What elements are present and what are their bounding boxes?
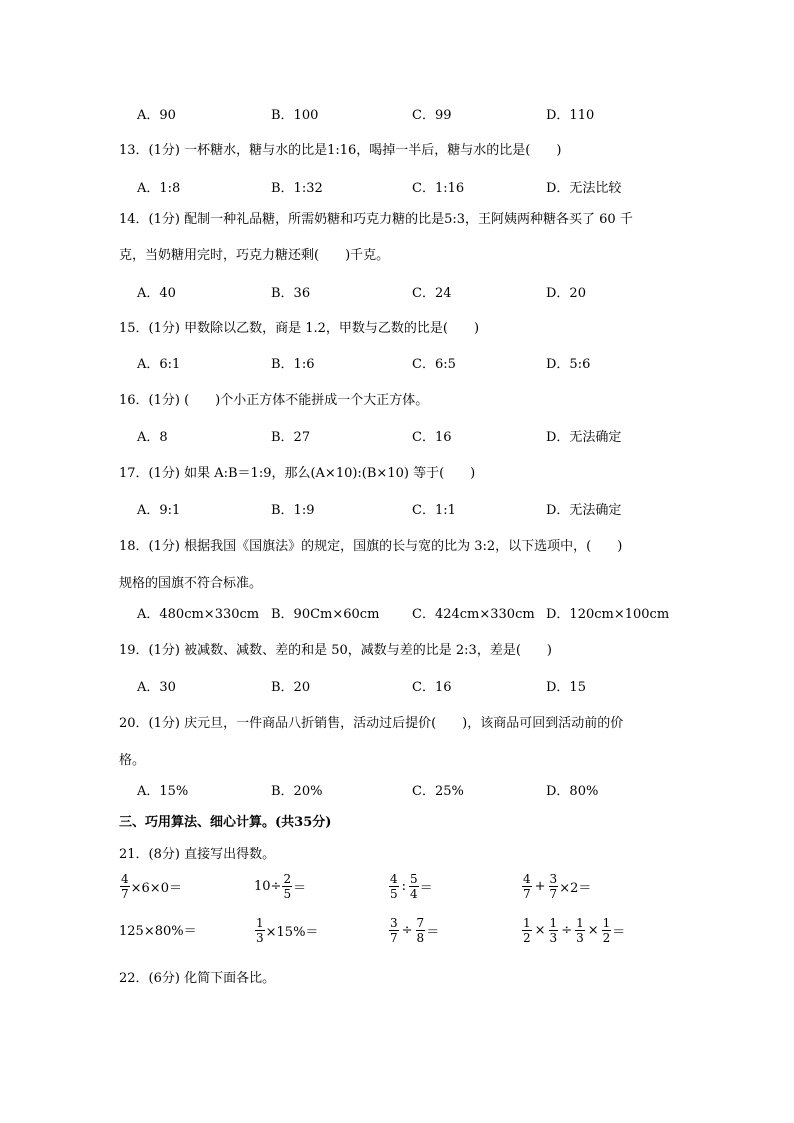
q18-options bbox=[137, 603, 777, 621]
q15-options bbox=[137, 353, 777, 371]
q18-stem-line1: 18．(1分) 根据我国《国旗法》的规定，国旗的长与宽的比为 3:2，以下选项中，( ) bbox=[119, 539, 623, 554]
q19-option-d[interactable]: D．15 bbox=[546, 680, 586, 695]
q19-options bbox=[137, 676, 777, 694]
q20-option-c[interactable]: C．25% bbox=[412, 784, 464, 799]
q20-stem-line1: 20．(1分) 庆元旦，一件商品八折销售，活动过后提价( )，该商品可回到活动前的价 bbox=[119, 716, 624, 731]
q17-option-c[interactable]: C．1:1 bbox=[412, 503, 456, 518]
q15-option-a[interactable]: A．6:1 bbox=[137, 357, 181, 372]
fraction: $\frac{1}{3}$ bbox=[549, 916, 558, 945]
q18-stem-line2: 规格的国旗不符合标准。 bbox=[119, 576, 263, 591]
q17-stem: 17．(1分) 如果 A:B＝1:9，那么(A×10):(B×10) 等于( ) bbox=[119, 466, 476, 481]
q21-expr-6: $\frac{1}{3}$ ×15%＝ bbox=[256, 916, 319, 945]
q12-options bbox=[137, 104, 777, 122]
section-3-title: 三、巧用算法、细心计算。(共35分) bbox=[119, 815, 332, 830]
fraction: $\frac{2}{5}$ bbox=[283, 872, 292, 901]
q12-option-c[interactable]: C．99 bbox=[412, 108, 452, 123]
fraction: $\frac{4}{7}$ bbox=[121, 872, 129, 901]
q13-option-a[interactable]: A．1:8 bbox=[137, 181, 181, 196]
q12-option-b[interactable]: B．100 bbox=[271, 108, 319, 123]
fraction: $\frac{4}{5}$ bbox=[390, 872, 398, 901]
q16-option-b[interactable]: B．27 bbox=[271, 430, 311, 445]
q20-stem-line2: 格。 bbox=[119, 753, 146, 768]
q14-option-c[interactable]: C．24 bbox=[412, 286, 452, 301]
q12-option-a[interactable]: A．90 bbox=[137, 108, 176, 123]
q15-stem: 15．(1分) 甲数除以乙数，商是 1.2，甲数与乙数的比是( ) bbox=[119, 321, 480, 336]
fraction: $\frac{1}{2}$ bbox=[523, 916, 531, 945]
q20-option-a[interactable]: A．15% bbox=[137, 784, 189, 799]
q21-expr-4: $\frac{4}{7}$ + $\frac{3}{7}$ ×2＝ bbox=[523, 872, 592, 901]
q15-option-d[interactable]: D．5:6 bbox=[546, 357, 591, 372]
q12-option-d[interactable]: D．110 bbox=[546, 108, 595, 123]
q13-stem: 13．(1分) 一杯糖水，糖与水的比是1:16，喝掉一半后，糖与水的比是( ) bbox=[119, 143, 562, 158]
q18-option-c[interactable]: C．424cm×330cm bbox=[412, 607, 535, 622]
q17-option-d[interactable]: D．无法确定 bbox=[546, 503, 622, 518]
q21-expr-8: $\frac{1}{2}$ × $\frac{1}{3}$ ÷ $\frac{1}{3}$ × $\frac{1}{2}$ ＝ bbox=[523, 916, 626, 945]
q19-option-b[interactable]: B．20 bbox=[271, 680, 311, 695]
q19-option-a[interactable]: A．30 bbox=[137, 680, 176, 695]
q14-options bbox=[137, 282, 777, 300]
q17-option-a[interactable]: A．9:1 bbox=[137, 503, 181, 518]
q19-stem: 19．(1分) 被减数、减数、差的和是 50，减数与差的比是 2:3，差是( ) bbox=[119, 643, 552, 658]
q13-option-b[interactable]: B．1:32 bbox=[271, 181, 323, 196]
q22-stem: 22．(6分) 化简下面各比。 bbox=[119, 971, 276, 986]
q16-option-c[interactable]: C．16 bbox=[412, 430, 452, 445]
fraction: $\frac{5}{4}$ bbox=[410, 872, 418, 901]
q16-option-d[interactable]: D．无法确定 bbox=[546, 430, 622, 445]
q20-option-b[interactable]: B．20% bbox=[271, 784, 323, 799]
fraction: $\frac{4}{7}$ bbox=[523, 872, 531, 901]
q18-option-b[interactable]: B．90Cm×60cm bbox=[271, 607, 380, 622]
q21-expr-2: 10÷ $\frac{2}{5}$ ＝ bbox=[254, 872, 307, 901]
q21-expr-3: $\frac{4}{5}$ : $\frac{5}{4}$ ＝ bbox=[390, 872, 433, 901]
fraction: $\frac{1}{3}$ bbox=[576, 916, 584, 945]
q18-option-d[interactable]: D．120cm×100cm bbox=[546, 607, 670, 622]
fraction: $\frac{7}{8}$ bbox=[416, 916, 425, 945]
q14-option-d[interactable]: D．20 bbox=[546, 286, 586, 301]
q16-stem: 16．(1分) ( )个小正方体不能拼成一个大正方体。 bbox=[119, 393, 429, 408]
q17-option-b[interactable]: B．1:9 bbox=[271, 503, 315, 518]
q15-option-c[interactable]: C．6:5 bbox=[412, 357, 456, 372]
q21-stem: 21．(8分) 直接写出得数。 bbox=[119, 847, 276, 862]
q16-options bbox=[137, 426, 777, 444]
fraction: $\frac{1}{3}$ bbox=[256, 916, 264, 945]
q21-expr-1: $\frac{4}{7}$ ×6×0＝ bbox=[121, 872, 182, 901]
q13-option-c[interactable]: C．1:16 bbox=[412, 181, 465, 196]
q17-options bbox=[137, 499, 777, 517]
q13-options bbox=[137, 177, 777, 195]
q14-option-b[interactable]: B．36 bbox=[271, 286, 311, 301]
q16-option-a[interactable]: A．8 bbox=[137, 430, 168, 445]
q18-option-a[interactable]: A．480cm×330cm bbox=[137, 607, 260, 622]
q20-options bbox=[137, 780, 777, 798]
q14-stem-line2: 克，当奶糖用完时，巧克力糖还剩( )千克。 bbox=[119, 248, 390, 263]
q19-option-c[interactable]: C．16 bbox=[412, 680, 452, 695]
q14-option-a[interactable]: A．40 bbox=[137, 286, 176, 301]
q20-option-d[interactable]: D．80% bbox=[546, 784, 599, 799]
q21-expr-7: $\frac{3}{7}$ ÷ $\frac{7}{8}$ ＝ bbox=[390, 916, 440, 945]
q15-option-b[interactable]: B．1:6 bbox=[271, 357, 315, 372]
fraction: $\frac{1}{2}$ bbox=[602, 916, 611, 945]
fraction: $\frac{3}{7}$ bbox=[390, 916, 398, 945]
q13-option-d[interactable]: D．无法比较 bbox=[546, 181, 622, 196]
fraction: $\frac{3}{7}$ bbox=[549, 872, 558, 901]
q21-expr-5: 125×80%＝ bbox=[119, 924, 197, 939]
q14-stem-line1: 14．(1分) 配制一种礼品糖，所需奶糖和巧克力糖的比是5:3，王阿姨两种糖各买了 60 千 bbox=[119, 212, 633, 227]
